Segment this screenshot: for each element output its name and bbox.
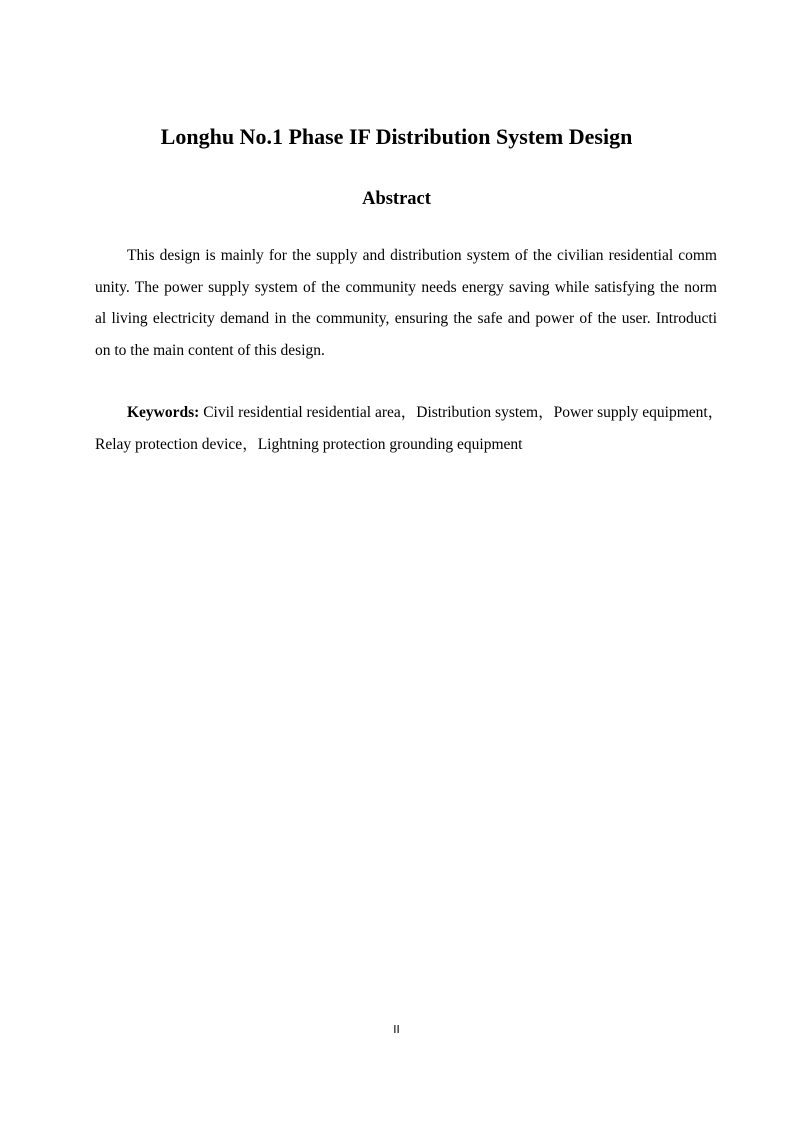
keywords-line: Relay protection device，Lightning protection grounding equipment [95,435,523,453]
keywords-label: Keywords: [127,404,200,421]
keywords-text: Civil residential residential area，Distribution system，Power supply equipment， [203,404,724,421]
abstract-heading: Abstract [362,189,431,209]
abstract-line: on to the main content of this design. [95,341,325,359]
abstract-line: This design is mainly for the supply and distribution system of the civilian residential comm [127,247,717,264]
abstract-paragraph [95,240,717,366]
abstract-line: al living electricity demand in the community, ensuring the safe and power of the user. Introducti [95,310,717,327]
page-number: II [393,1023,400,1036]
keywords-line [95,397,724,429]
keywords-paragraph [95,397,724,460]
abstract-line: unity. The power supply system of the community needs energy saving while satisfying the norm [95,278,717,296]
document-title: Longhu No.1 Phase IF Distribution System Design [160,124,633,149]
